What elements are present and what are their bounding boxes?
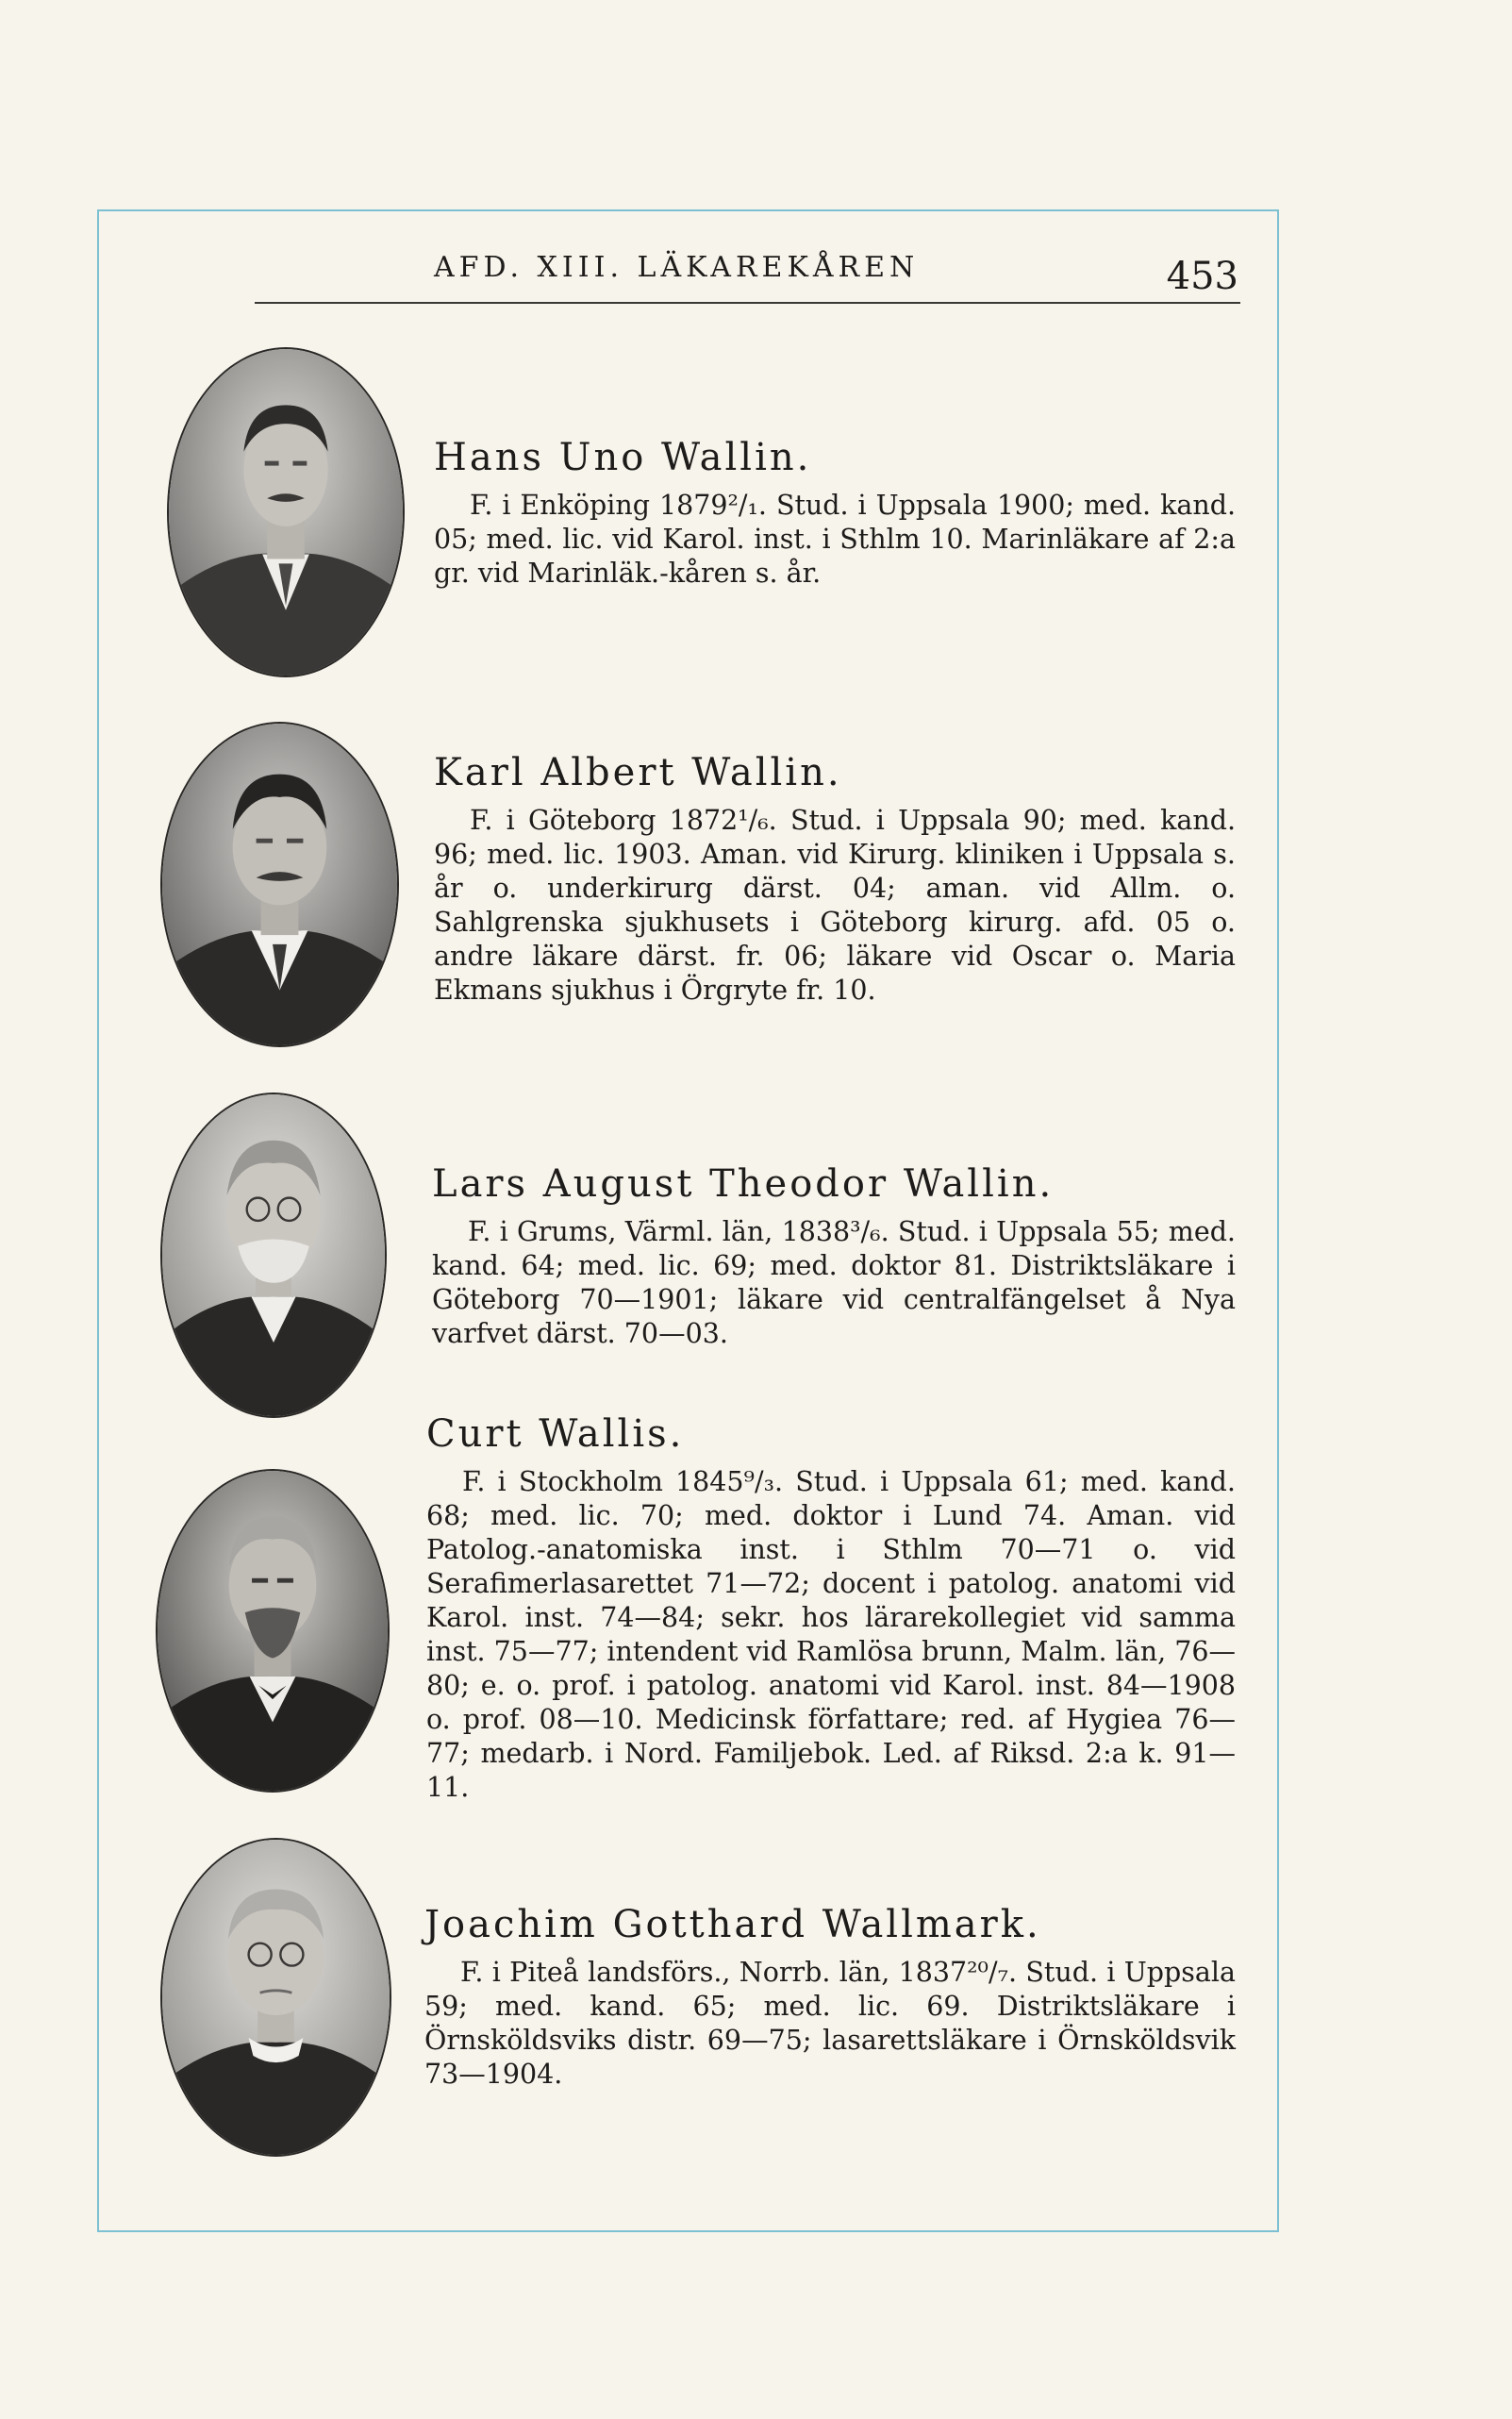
entry-bio: F. i Grums, Värml. län, 1838³/₆. Stud. i Uppsala 55; med. kand. 64; med. lic. 69; med. doktor 81. Distriktsläkare i Göteborg 70—1901; läkare vid centralfängelset å Nya varfvet därst. 70—03. — [432, 1216, 1236, 1349]
portrait-photo — [156, 1469, 390, 1793]
entry-bio: F. i Piteå landsförs., Norrb. län, 1837²⁰/₇. Stud. i Uppsala 59; med. kand. 65; med. lic. 69. Distriktsläkare i Örnsköldsviks distr. 69—75; lasarettsläkare i Örnsköldsvik 73—1904. — [424, 1957, 1236, 2090]
portrait-photo — [167, 347, 405, 677]
entry-bio: F. i Göteborg 1872¹/₆. Stud. i Uppsala 90; med. kand. 96; med. lic. 1903. Aman. vid Kirurg. kliniken i Uppsala s. år o. underkirurg därst. 04; aman. vid Allm. o. Sahlgrenska sjukhusets i Göteborg kirurg. afd. 05 o. andre läkare därst. fr. 06; läkare vid Oscar o. Maria Ekmans sjukhus i Örgryte fr. 10. — [434, 805, 1236, 1006]
entry-name: Curt Wallis. — [426, 1412, 685, 1456]
portrait-photo — [160, 1093, 387, 1418]
section-title: AFD. XIII. LÄKAREKÅREN — [434, 251, 920, 284]
running-header — [255, 243, 1240, 304]
entry-bio: F. i Stockholm 1845⁹/₃. Stud. i Uppsala 61; med. kand. 68; med. lic. 70; med. doktor i Lund 74. Aman. vid Patolog.-anatomiska inst. i Sthlm 70—71 o. vid Serafimerlasarettet 71—72; docent i patolog. anatomi vid Karol. inst. 74—84; sekr. hos lärarekollegiet vid samma inst. 75—77; intendent vid Ramlösa brunn, Malm. län, 76—80; e. o. prof. i patolog. anatomi vid Karol. inst. 84—1908 o. prof. 08—10. Medicinsk författare; red. af Hygiea 76—77; medarb. i Nord. Familjebok. Led. af Riksd. 2:a k. 91—11. — [426, 1466, 1236, 1803]
entry-bio: F. i Enköping 1879²/₁. Stud. i Uppsala 1900; med. kand. 05; med. lic. vid Karol. inst. i Sthlm 10. Marinläkare af 2:a gr. vid Marinläk.-kåren s. år. — [434, 490, 1236, 589]
page-number: 453 — [1166, 255, 1238, 298]
portrait-photo — [160, 722, 399, 1047]
portrait-photo — [160, 1838, 391, 2157]
entry-name: Lars August Theodor Wallin. — [432, 1162, 1055, 1206]
entry-name: Karl Albert Wallin. — [434, 751, 842, 794]
entry-name: Hans Uno Wallin. — [434, 436, 812, 479]
entry-name: Joachim Gotthard Wallmark. — [424, 1903, 1041, 1946]
